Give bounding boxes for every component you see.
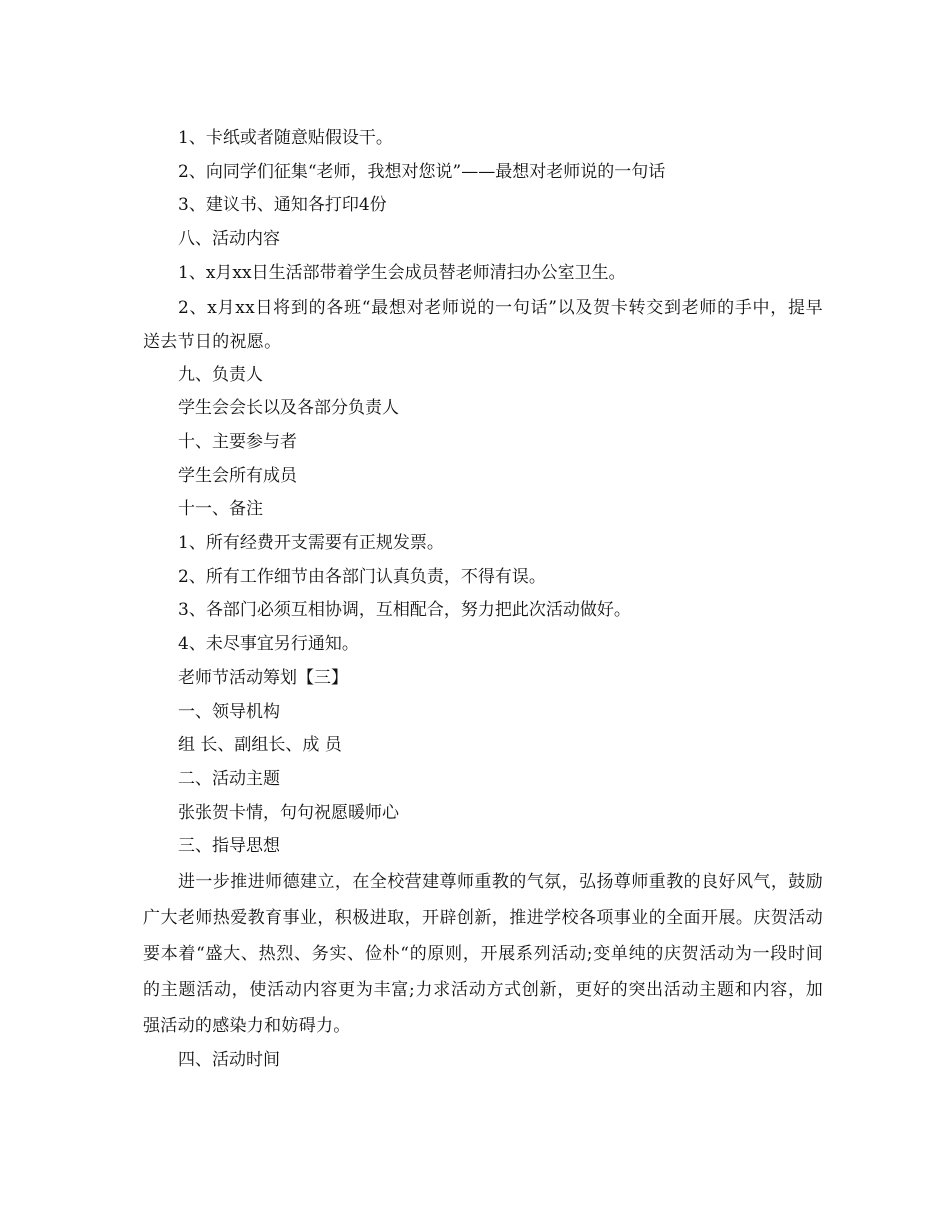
- paragraph-line: 张张贺卡情，句句祝愿暖师心: [178, 802, 399, 823]
- list-item: 4、未尽事宜另行通知。: [178, 634, 359, 655]
- paragraph-line: 学生会所有成员: [178, 465, 297, 486]
- list-item: 3、建议书、通知各打印4份: [178, 195, 387, 216]
- list-item: 3、各部门必须互相协调，互相配合，努力把此次活动做好。: [178, 600, 631, 621]
- paragraph: 2、x月xx日将到的各班“最想对老师说的一句话”以及贺卡转交到老师的手中，提早送去节日的祝愿。: [143, 297, 823, 352]
- section-heading: 十、主要参与者: [178, 431, 297, 452]
- section-heading: 八、活动内容: [178, 229, 280, 250]
- list-item: 1、所有经费开支需要有正规发票。: [178, 533, 444, 554]
- paragraph-line: 组 长、副组长、成 员: [178, 735, 342, 756]
- section-heading: 四、活动时间: [178, 1050, 280, 1071]
- list-item: 1、卡纸或者随意贴假设干。: [178, 128, 393, 148]
- document-title: 老师节活动筹划【三】: [178, 667, 348, 688]
- section-heading: 三、指导思想: [178, 836, 280, 857]
- paragraph-line: 学生会会长以及各部分负责人: [178, 398, 399, 419]
- section-heading: 二、活动主题: [178, 768, 280, 789]
- list-item: 2、向同学们征集“老师，我想对您说”——最想对老师说的一句话: [178, 161, 666, 182]
- list-item: 1、x月xx日生活部带着学生会成员替老师清扫办公室卫生。: [178, 262, 626, 283]
- section-heading: 九、负责人: [178, 364, 263, 385]
- section-heading: 十一、备注: [178, 499, 263, 520]
- paragraph: 进一步推进师德建立，在全校营建尊师重教的气氛，弘扬尊师重教的良好风气，鼓励广大老师热爱教育事业，积极进取，开辟创新，推进学校各项事业的全面开展。庆贺活动要本着“盛大、热烈、务实、俭朴“的原则，开展系列活动;变单纯的庆贺活动为一段时间的主题活动，使活动内容更为丰富;力求活动方式创新，更好的突出活动主题和内容，加强活动的感染力和妨碍力。: [143, 872, 823, 1037]
- section-heading: 一、领导机构: [178, 701, 280, 722]
- document-body: [143, 122, 823, 1078]
- list-item: 2、所有工作细节由各部门认真负责，不得有误。: [178, 566, 546, 587]
